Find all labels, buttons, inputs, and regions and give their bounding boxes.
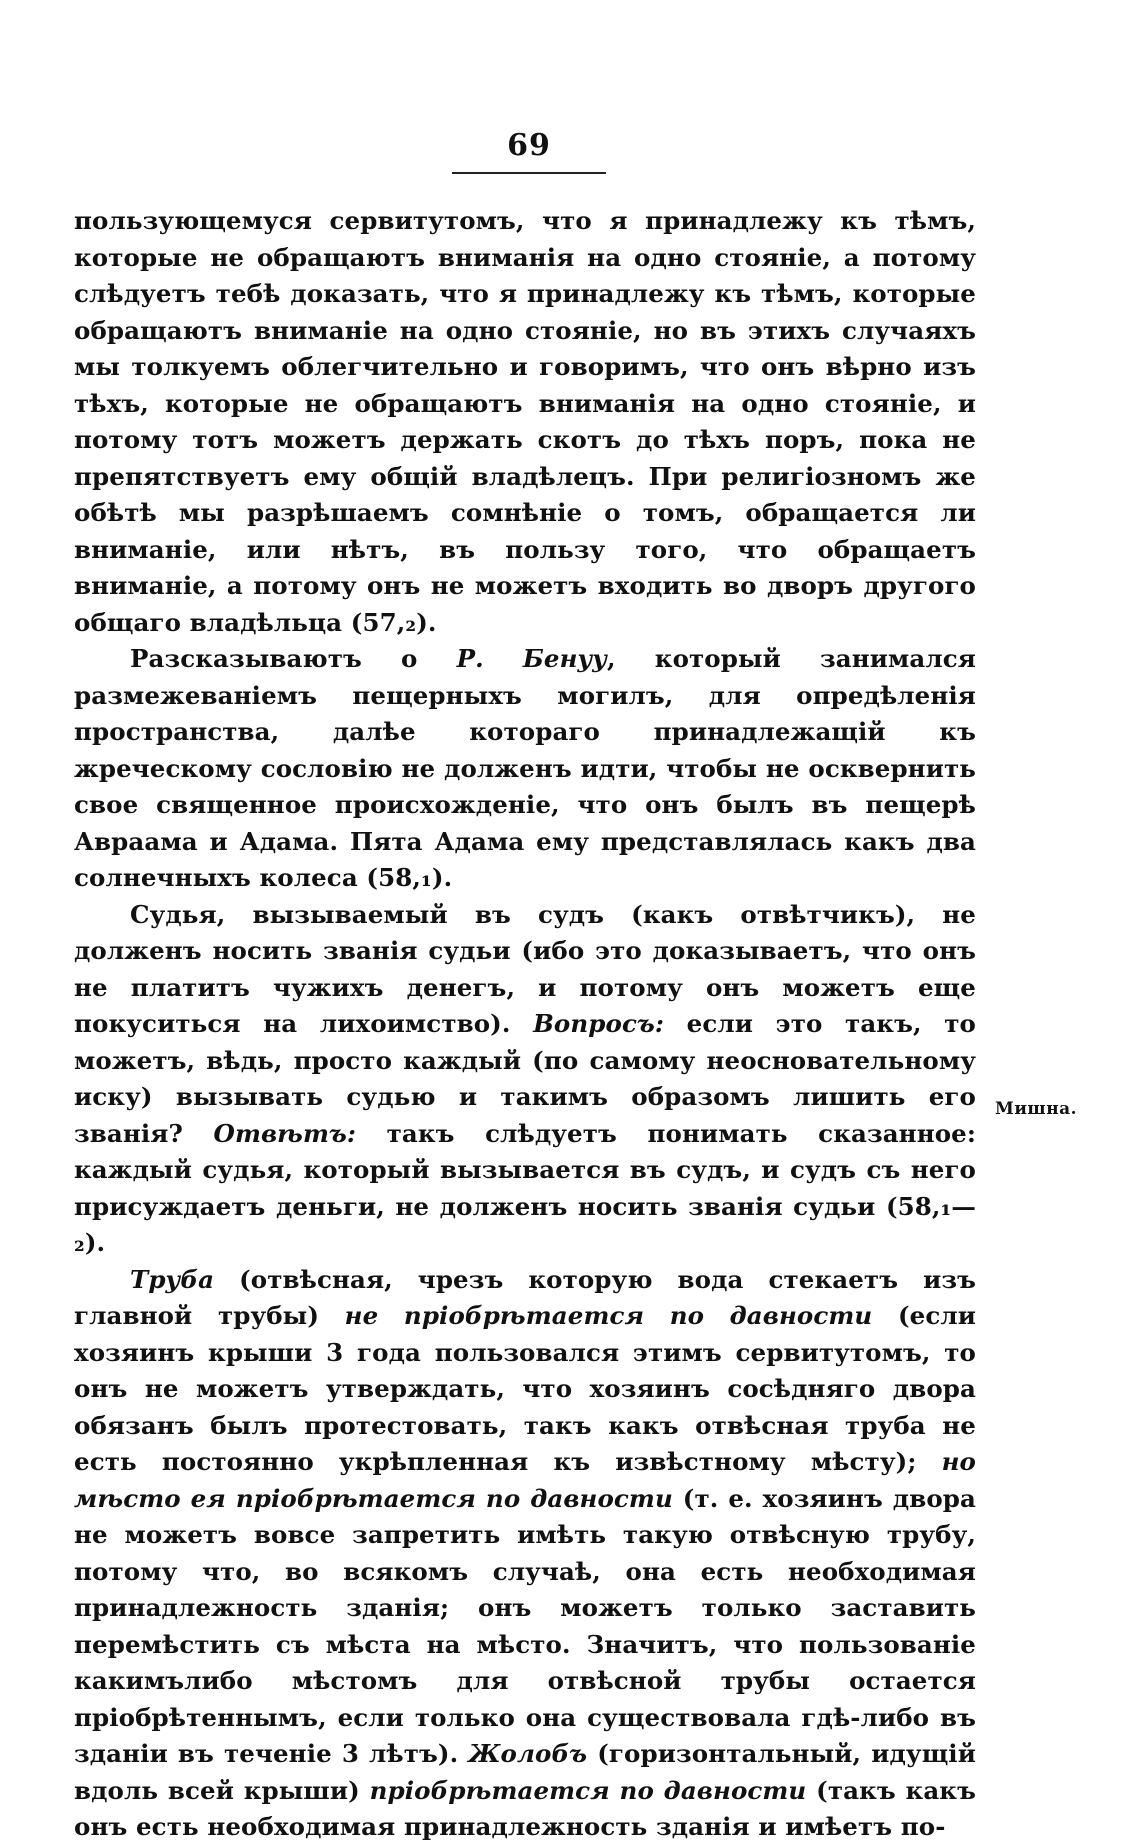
body-text [74, 203, 976, 1846]
margin-note: Мишна. [995, 1099, 1078, 1119]
paragraph-3-text-a: Судья, вызываемый въ судъ (какъ отвѣтчикъ), не долженъ носить званія судьи (ибо это доказываетъ, что онъ не платитъ чужихъ денегъ, и потому онъ можетъ еще покуситься на лихоимство). [74, 899, 976, 1038]
term-not-acquired: не пріобрѣтается по давности [344, 1301, 873, 1330]
paragraph-3 [74, 897, 976, 1262]
term-pipe: Труба [130, 1264, 215, 1294]
term-acquired: пріобрѣтается по давности [369, 1775, 807, 1805]
paragraph-4-text-d: (горизонтальный, идущій вдоль всей крыши) [74, 1739, 976, 1805]
paragraph-3-text-b: если это такъ, то можетъ, вѣдь, просто каждый (по самому неосновательному иску) вызывать судью и такимъ образомъ лишить его званія? [74, 1009, 976, 1148]
paragraph-4-text-c: (т. е. хозяинъ двора не можетъ вовсе запретить имѣть такую отвѣсную трубу, потому что, во всякомъ случаѣ, она есть необходимая принадлежность зданія; онъ можетъ только заставить перемѣстить съ мѣста на мѣсто. Значитъ, что пользованіе какимълибо мѣстомъ для отвѣсной трубы остается пріобрѣтеннымъ, если только она существовала гдѣ-либо въ зданіи въ теченіе 3 лѣтъ). [74, 1483, 976, 1768]
paragraph-4-text-b: (если хозяинъ крыши 3 года пользовался этимъ сервитутомъ, то онъ не можетъ утверждать, что хозяинъ сосѣдняго двора обязанъ былъ протестовать, такъ какъ отвѣсная труба не есть постоянно укрѣпленная къ извѣстному мѣсту); [74, 1301, 976, 1476]
answer-label: Отвѣтъ: [213, 1118, 357, 1148]
paragraph-4-text-e: (такъ какъ онъ есть необходимая принадлежность зданія и имѣетъ по- [74, 1775, 976, 1841]
paragraph-3-text-c: такъ слѣдуетъ понимать сказанное: каждый судья, который вызывается въ судъ, и судъ съ него присуждаетъ деньги, не долженъ носить званія судьи (58,₁—₂). [74, 1118, 977, 1257]
paragraph-1 [74, 203, 976, 641]
term-place-acquired: но мѣсто ея пріобрѣтается по давности [74, 1447, 976, 1513]
term-gutter: Жолобъ [468, 1739, 588, 1768]
page-number: 69 [507, 128, 551, 163]
paragraph-4-text-a: (отвѣсная, чрезъ которую вода стекаетъ изъ главной трубы) [74, 1264, 976, 1330]
paragraph-2 [74, 641, 976, 897]
paragraph-1-text: пользующемуся сервитутомъ, что я принадлежу къ тѣмъ, которые не обращаютъ вниманія на одно стояніе, а потому слѣдуетъ тебѣ доказать, что я принадлежу къ тѣмъ, которые обращаютъ вниманіе на одно стояніе, но въ этихъ случаяхъ мы толкуемъ облегчительно и говоримъ, что онъ вѣрно изъ тѣхъ, которые не обращаютъ вниманія на одно стояніе, и потому тотъ можетъ держать скотъ до тѣхъ поръ, пока не препятствуетъ ему общій владѣлецъ. При религіозномъ же обѣтѣ мы разрѣшаемъ сомнѣніе о томъ, обращается ли вниманіе, или нѣтъ, въ пользу того, что обращаетъ вниманіе, а потому онъ не можетъ входить во дворъ другого общаго владѣльца (57,₂). [74, 206, 976, 637]
question-label: Вопросъ: [533, 1009, 665, 1038]
paragraph-4 [74, 1262, 976, 1846]
header-rule [452, 172, 606, 174]
paragraph-2-text-a: Разсказываютъ о [130, 644, 457, 673]
paragraph-2-text-b: , который занимался размежеваніемъ пещерныхъ могилъ, для опредѣленія пространства, далѣе котораго принадлежащій къ жреческому сословію не долженъ идти, чтобы не осквернить свое священное происхожденіе, что онъ былъ въ пещерѣ Авраама и Адама. Пята Адама ему представлялась какъ два солнечныхъ колеса (58,₁). [74, 644, 976, 892]
rabbi-name: Р. Бенуу [456, 644, 608, 673]
